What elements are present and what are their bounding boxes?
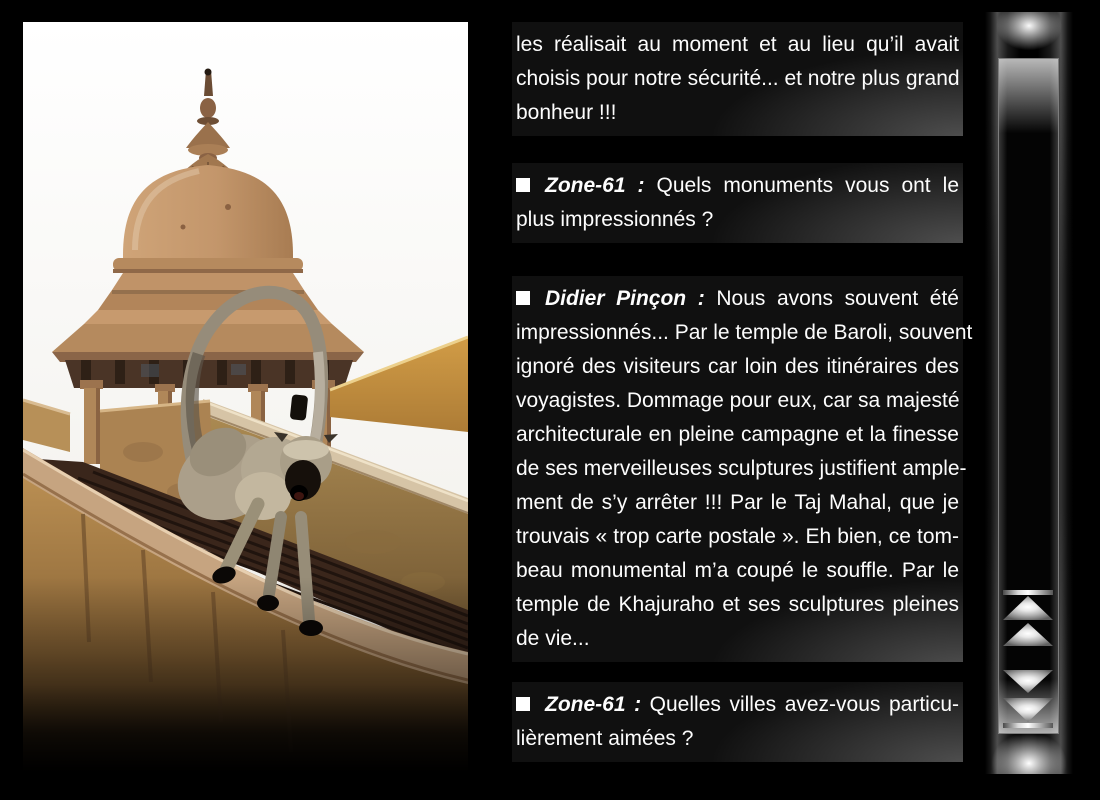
text-line: de ses merveilleuses sculptures justifient ample- bbox=[516, 457, 967, 480]
text-line: architecturale en pleine campagne et la finesse bbox=[516, 423, 959, 446]
text-line: impressionnés... Par le temple de Baroli, souvent bbox=[516, 321, 973, 344]
paragraph bbox=[512, 22, 963, 136]
paragraph bbox=[512, 163, 963, 243]
text-line: voyagistes. Dommage pour eux, car sa majesté bbox=[516, 389, 960, 412]
photo-bottom-vignette bbox=[23, 577, 468, 772]
speaker-name: Didier Pinçon : bbox=[545, 287, 705, 310]
photo-langur-monkey-fort bbox=[23, 22, 468, 772]
article bbox=[512, 22, 973, 762]
scroll-top-bar bbox=[1003, 590, 1053, 595]
text-line: plus impressionnés ? bbox=[516, 208, 714, 231]
text-line: Didier Pinçon : Nous avons souvent été bbox=[516, 282, 959, 316]
speaker-name: Zone-61 : bbox=[545, 693, 642, 716]
scroll-bottom-bar bbox=[1003, 723, 1053, 728]
text-line: beau monumental m’a coupé le souffle. Par le bbox=[516, 559, 959, 582]
speaker-name: Zone-61 : bbox=[545, 174, 645, 197]
text-line: bonheur !!! bbox=[516, 101, 617, 124]
text-line: Zone-61 : Quels monuments vous ont le bbox=[516, 169, 959, 203]
bullet-square-icon bbox=[516, 178, 530, 192]
text-line: ignoré des visiteurs car loin des itinéraires des bbox=[516, 355, 959, 378]
scroll-nav-column bbox=[985, 12, 1073, 774]
text-line: choisis pour notre sécurité... et notre plus grand bbox=[516, 67, 960, 90]
paragraph bbox=[512, 682, 963, 762]
paragraph bbox=[512, 276, 973, 662]
text-line: lièrement aimées ? bbox=[516, 727, 694, 750]
text-line: temple de Khajuraho et ses sculptures pleines bbox=[516, 593, 959, 616]
text-line: les réalisait au moment et au lieu qu’il avait bbox=[516, 33, 959, 56]
text-line: trouvais « trop carte postale ». Eh bien, ce tom- bbox=[516, 525, 959, 548]
text-line: de vie... bbox=[516, 627, 590, 650]
bullet-square-icon bbox=[516, 697, 530, 711]
text-line: Zone-61 : Quelles villes avez-vous particu- bbox=[516, 688, 959, 722]
bullet-square-icon bbox=[516, 291, 530, 305]
photo-illustration bbox=[23, 22, 468, 772]
text-line: ment de s’y arrêter !!! Par le Taj Mahal, que je bbox=[516, 491, 959, 514]
